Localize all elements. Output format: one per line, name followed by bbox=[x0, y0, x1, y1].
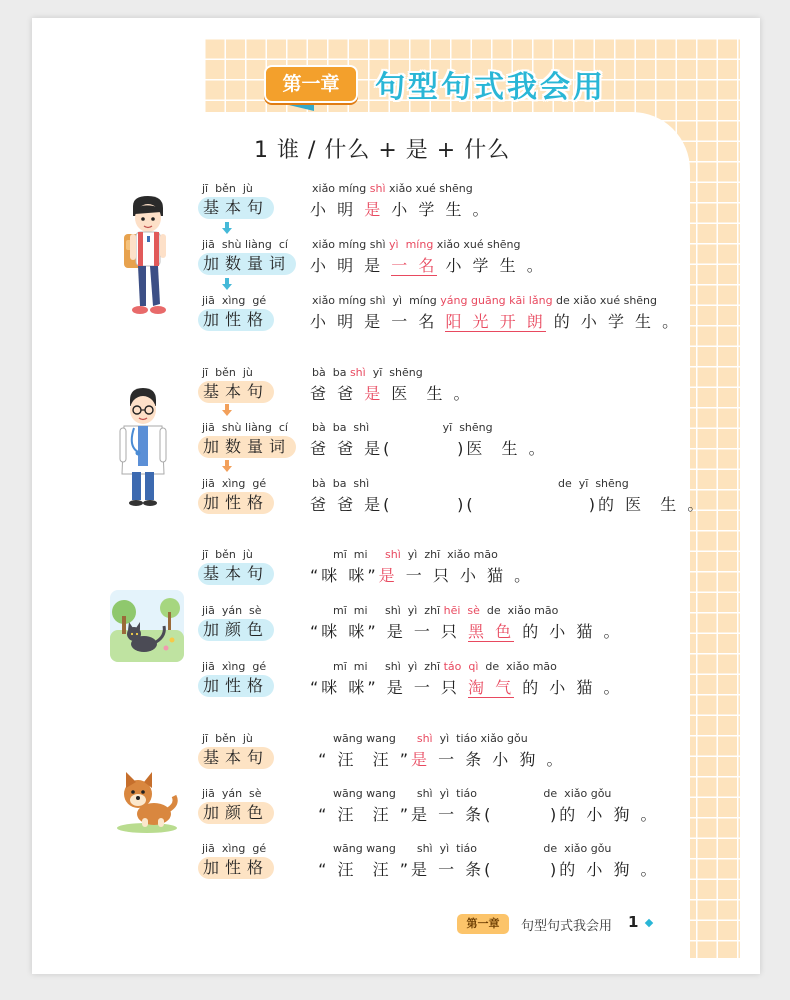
chapter-tag: 第一章 bbox=[264, 65, 358, 103]
sentence-pinyin: mī mi shì yì zhī xiǎo māo bbox=[312, 548, 498, 561]
label-add-character: 加性格 bbox=[198, 492, 274, 514]
page-number: 1 bbox=[628, 913, 639, 931]
label-pinyin: jiā shù liàng cí bbox=[202, 421, 288, 434]
arrow-down-icon bbox=[222, 222, 232, 234]
group1-basic-row bbox=[32, 182, 760, 228]
sentence-text: 爸 爸 是 医 生 。 bbox=[310, 384, 473, 403]
sentence-text: “ 汪 汪 ”是 一 条 小 狗 。 bbox=[310, 750, 566, 769]
textbook-page bbox=[32, 18, 760, 974]
group3-character-row bbox=[32, 660, 760, 706]
group4-color-row bbox=[32, 787, 760, 833]
label-pinyin: jī běn jù bbox=[202, 732, 253, 745]
footer-title: 句型句式我会用 bbox=[521, 919, 613, 934]
sentence-text: “咪 咪”是 一 只 小 猫 。 bbox=[310, 566, 534, 585]
label-pinyin: jiā yán sè bbox=[202, 787, 262, 800]
fill-in-blank-sentence: 爸 爸 是( )医 生 。 bbox=[310, 439, 548, 458]
sentence-pinyin: mī mi shì yì zhī táo qì de xiǎo māo bbox=[312, 660, 557, 673]
arrow-down-icon bbox=[222, 278, 232, 290]
label-basic-sentence: 基本句 bbox=[198, 563, 274, 585]
label-pinyin: jī běn jù bbox=[202, 182, 253, 195]
group4-basic-row bbox=[32, 732, 760, 778]
label-add-quantity: 加数量词 bbox=[198, 436, 296, 458]
label-pinyin: jī běn jù bbox=[202, 548, 253, 561]
sentence-pinyin: xiǎo míng shì yì míng xiǎo xué shēng bbox=[312, 238, 521, 251]
label-basic-sentence: 基本句 bbox=[198, 747, 274, 769]
sentence-text: 小 明 是 小 学 生 。 bbox=[310, 200, 492, 219]
sentence-pinyin: bà ba shì de yī shēng bbox=[312, 477, 629, 490]
sentence-text: 小 明 是 一 名 小 学 生 。 bbox=[310, 256, 546, 275]
sentence-pinyin: wāng wang shì yì tiáo xiǎo gǒu bbox=[312, 732, 528, 745]
label-pinyin: jiā xìng gé bbox=[202, 660, 267, 673]
group1-quantity-row bbox=[32, 238, 760, 284]
arrow-down-icon bbox=[222, 404, 232, 416]
group2-basic-row bbox=[32, 366, 760, 412]
label-basic-sentence: 基本句 bbox=[198, 381, 274, 403]
label-add-character: 加性格 bbox=[198, 309, 274, 331]
sentence-text: 小 明 是 一 名 阳 光 开 朗 的 小 学 生 。 bbox=[310, 312, 682, 331]
label-pinyin: jī běn jù bbox=[202, 366, 253, 379]
label-add-character: 加性格 bbox=[198, 675, 274, 697]
sentence-pinyin: mī mi shì yì zhī hēi sè de xiǎo māo bbox=[312, 604, 559, 617]
fill-in-blank-sentence: 爸 爸 是( )( )的 医 生 。 bbox=[310, 495, 707, 514]
label-pinyin: jiā xìng gé bbox=[202, 842, 267, 855]
footer-chapter-tag: 第一章 bbox=[457, 914, 509, 934]
label-pinyin: jiā xìng gé bbox=[202, 294, 267, 307]
group2-character-row bbox=[32, 477, 760, 523]
group3-color-row bbox=[32, 604, 760, 650]
label-add-color: 加颜色 bbox=[198, 619, 274, 641]
arrow-down-icon bbox=[222, 460, 232, 472]
sentence-pinyin: bà ba shì yī shēng bbox=[312, 421, 493, 434]
label-pinyin: jiā yán sè bbox=[202, 604, 262, 617]
fill-in-blank-sentence: “ 汪 汪 ”是 一 条( )的 小 狗 。 bbox=[310, 805, 660, 824]
group2-quantity-row bbox=[32, 421, 760, 467]
label-pinyin: jiā shù liàng cí bbox=[202, 238, 288, 251]
fill-in-blank-sentence: “ 汪 汪 ”是 一 条( )的 小 狗 。 bbox=[310, 860, 660, 879]
label-add-color: 加颜色 bbox=[198, 802, 274, 824]
chapter-title: 句型句式我会用 bbox=[375, 70, 606, 105]
sentence-text: “咪 咪” 是 一 只 淘 气 的 小 猫 。 bbox=[310, 678, 623, 697]
sentence-pinyin: xiǎo míng shì yì míng yáng guāng kāi lǎng de xiǎo xué shēng bbox=[312, 294, 658, 307]
sentence-pinyin: bà ba shì yī shēng bbox=[312, 366, 423, 379]
label-pinyin: jiā xìng gé bbox=[202, 477, 267, 490]
label-add-quantity: 加数量词 bbox=[198, 253, 296, 275]
label-add-character: 加性格 bbox=[198, 857, 274, 879]
lesson-title: 1 谁 / 什么 + 是 + 什么 bbox=[254, 138, 511, 163]
group3-basic-row bbox=[32, 548, 760, 594]
label-basic-sentence: 基本句 bbox=[198, 197, 274, 219]
sentence-pinyin: wāng wang shì yì tiáo de xiǎo gǒu bbox=[312, 842, 612, 855]
group4-character-row bbox=[32, 842, 760, 888]
sentence-pinyin: wāng wang shì yì tiáo de xiǎo gǒu bbox=[312, 787, 612, 800]
sentence-pinyin: xiǎo míng shì xiǎo xué shēng bbox=[312, 182, 473, 195]
group1-character-row bbox=[32, 294, 760, 340]
sentence-text: “咪 咪” 是 一 只 黑 色 的 小 猫 。 bbox=[310, 622, 623, 641]
